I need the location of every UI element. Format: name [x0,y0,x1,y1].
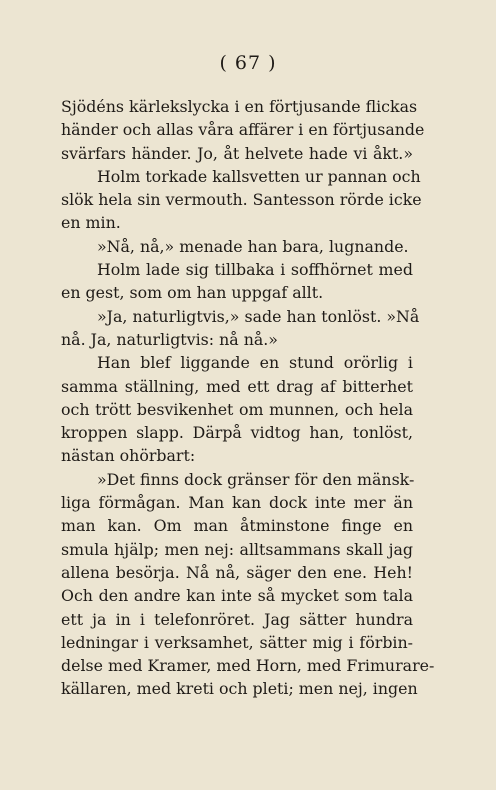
text-line: Han blef liggande en stund orörlig i [97,353,413,373]
text-line: ett ja in i telefonröret. Jag sätter hundra [61,609,413,629]
text-line: liga förmågan. Man kan dock inte mer än [61,493,413,513]
text-line: kroppen slapp. Därpå vidtog han, tonlöst, [61,423,413,443]
text-line: nästan ohörbart: [61,446,196,466]
text-line: och trött besvikenhet om munnen, och hela [61,399,413,419]
text-line: Och den andre kan inte så mycket som tala [61,586,413,606]
body-text [61,95,435,701]
text-line: Holm lade sig tillbaka i soffhörnet med [97,260,413,280]
text-line: »Nå, nå,» menade han bara, lugnande. [97,236,409,256]
text-line: en min. [61,213,121,233]
text-line: delse med Kramer, med Horn, med Frimurare- [61,656,435,676]
page-number: ( 67 ) [219,52,277,74]
text-line: svärfars händer. Jo, åt helvete hade vi åkt.» [61,143,413,163]
text-line: samma ställning, med ett drag af bitterhet [61,376,413,396]
text-line: »Det finns dock gränser för den mänsk- [97,469,415,489]
text-line: man kan. Om man åtminstone finge en [61,516,413,536]
text-line: källaren, med kreti och pleti; men nej, ingen [61,679,418,699]
text-line: händer och allas våra affärer i en förtjusande [61,120,425,140]
text-line: allena besörja. Nå nå, säger den ene. Heh! [61,562,413,582]
text-line: slök hela sin vermouth. Santesson rörde icke [61,190,422,210]
text-line: Sjödéns kärlekslycka i en förtjusande flickas [61,97,418,116]
text-line: nå. Ja, naturligtvis: nå nå.» [61,329,278,349]
text-line: Holm torkade kallsvetten ur pannan och [97,166,421,186]
text-line: ledningar i verksamhet, sätter mig i förbin- [61,632,413,652]
text-line: smula hjälp; men nej: alltsammans skall jag [61,539,413,559]
text-line: »Ja, naturligtvis,» sade han tonlöst. »Nå [97,306,420,326]
text-line: en gest, som om han uppgaf allt. [61,283,324,303]
